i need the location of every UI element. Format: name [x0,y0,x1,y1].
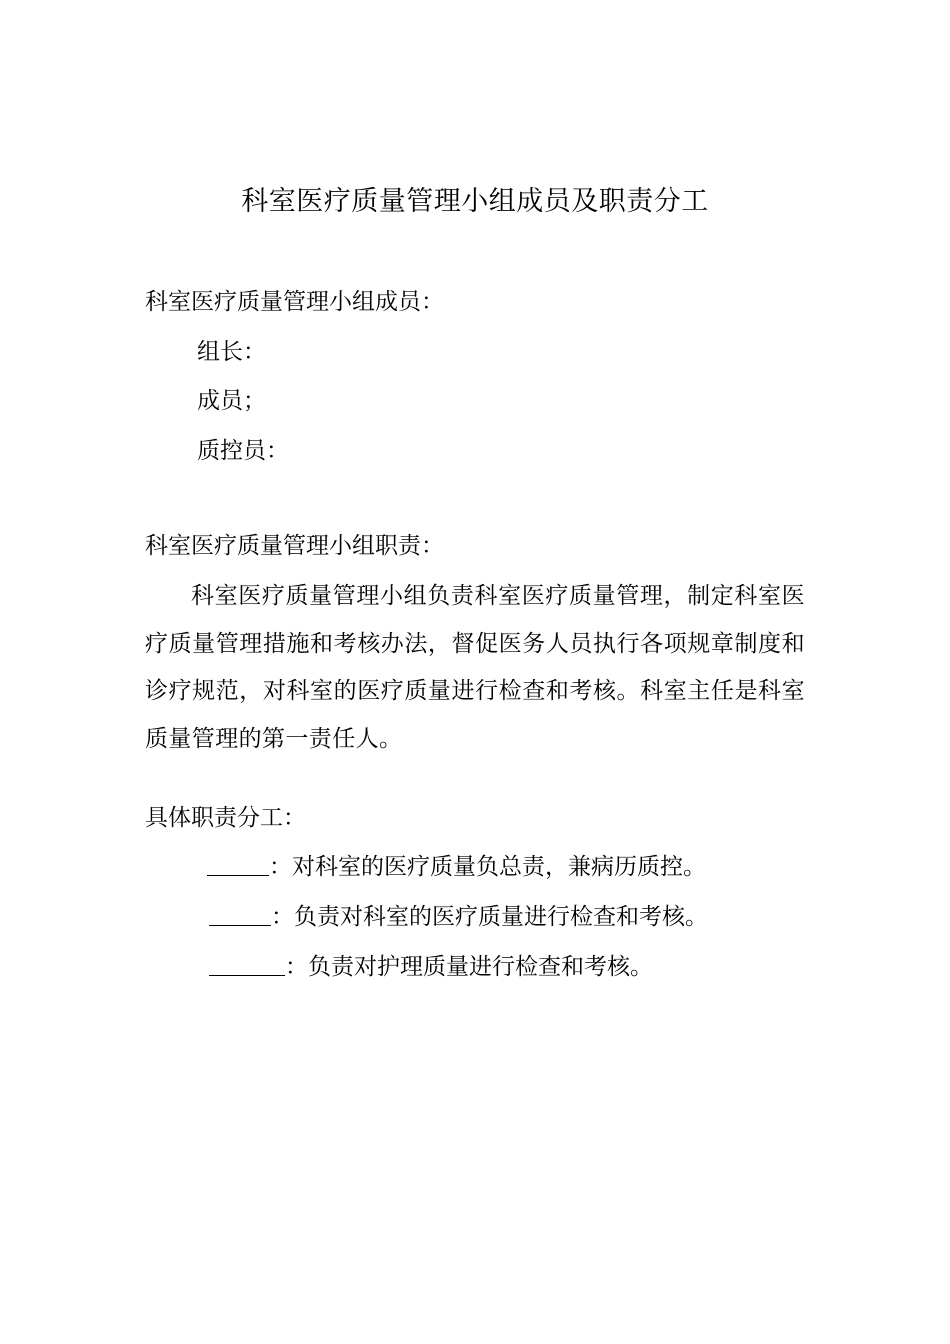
duty-item-3 [209,952,653,982]
qc-label: 质控员： [197,438,289,464]
duty-item-1 [207,852,706,882]
duty-text: ：负责对护理质量进行检查和考核。 [285,954,653,980]
members-heading: 科室医疗质量管理小组成员： [145,289,444,315]
duty-item-2 [209,902,708,932]
duties-paragraph: 科室医疗质量管理小组负责科室医疗质量管理，制定科室医疗质量管理措施和考核办法，督促医务人员执行各项规章制度和诊疗规范，对科室的医疗质量进行检查和考核。科室主任是科室质量管理的第一责任人。 [145,583,805,752]
division-heading: 具体职责分工： [145,805,306,831]
name-blank[interactable] [207,853,269,876]
duty-text: ：负责对科室的医疗质量进行检查和考核。 [271,904,708,930]
name-blank[interactable] [209,953,285,976]
document-title: 科室医疗质量管理小组成员及职责分工 [241,186,709,217]
leader-label: 组长： [197,339,266,365]
name-blank[interactable] [209,903,271,926]
members-label: 成员； [197,388,266,414]
duties-heading: 科室医疗质量管理小组职责： [145,533,444,559]
duty-text: ：对科室的医疗质量负总责，兼病历质控。 [269,854,706,880]
